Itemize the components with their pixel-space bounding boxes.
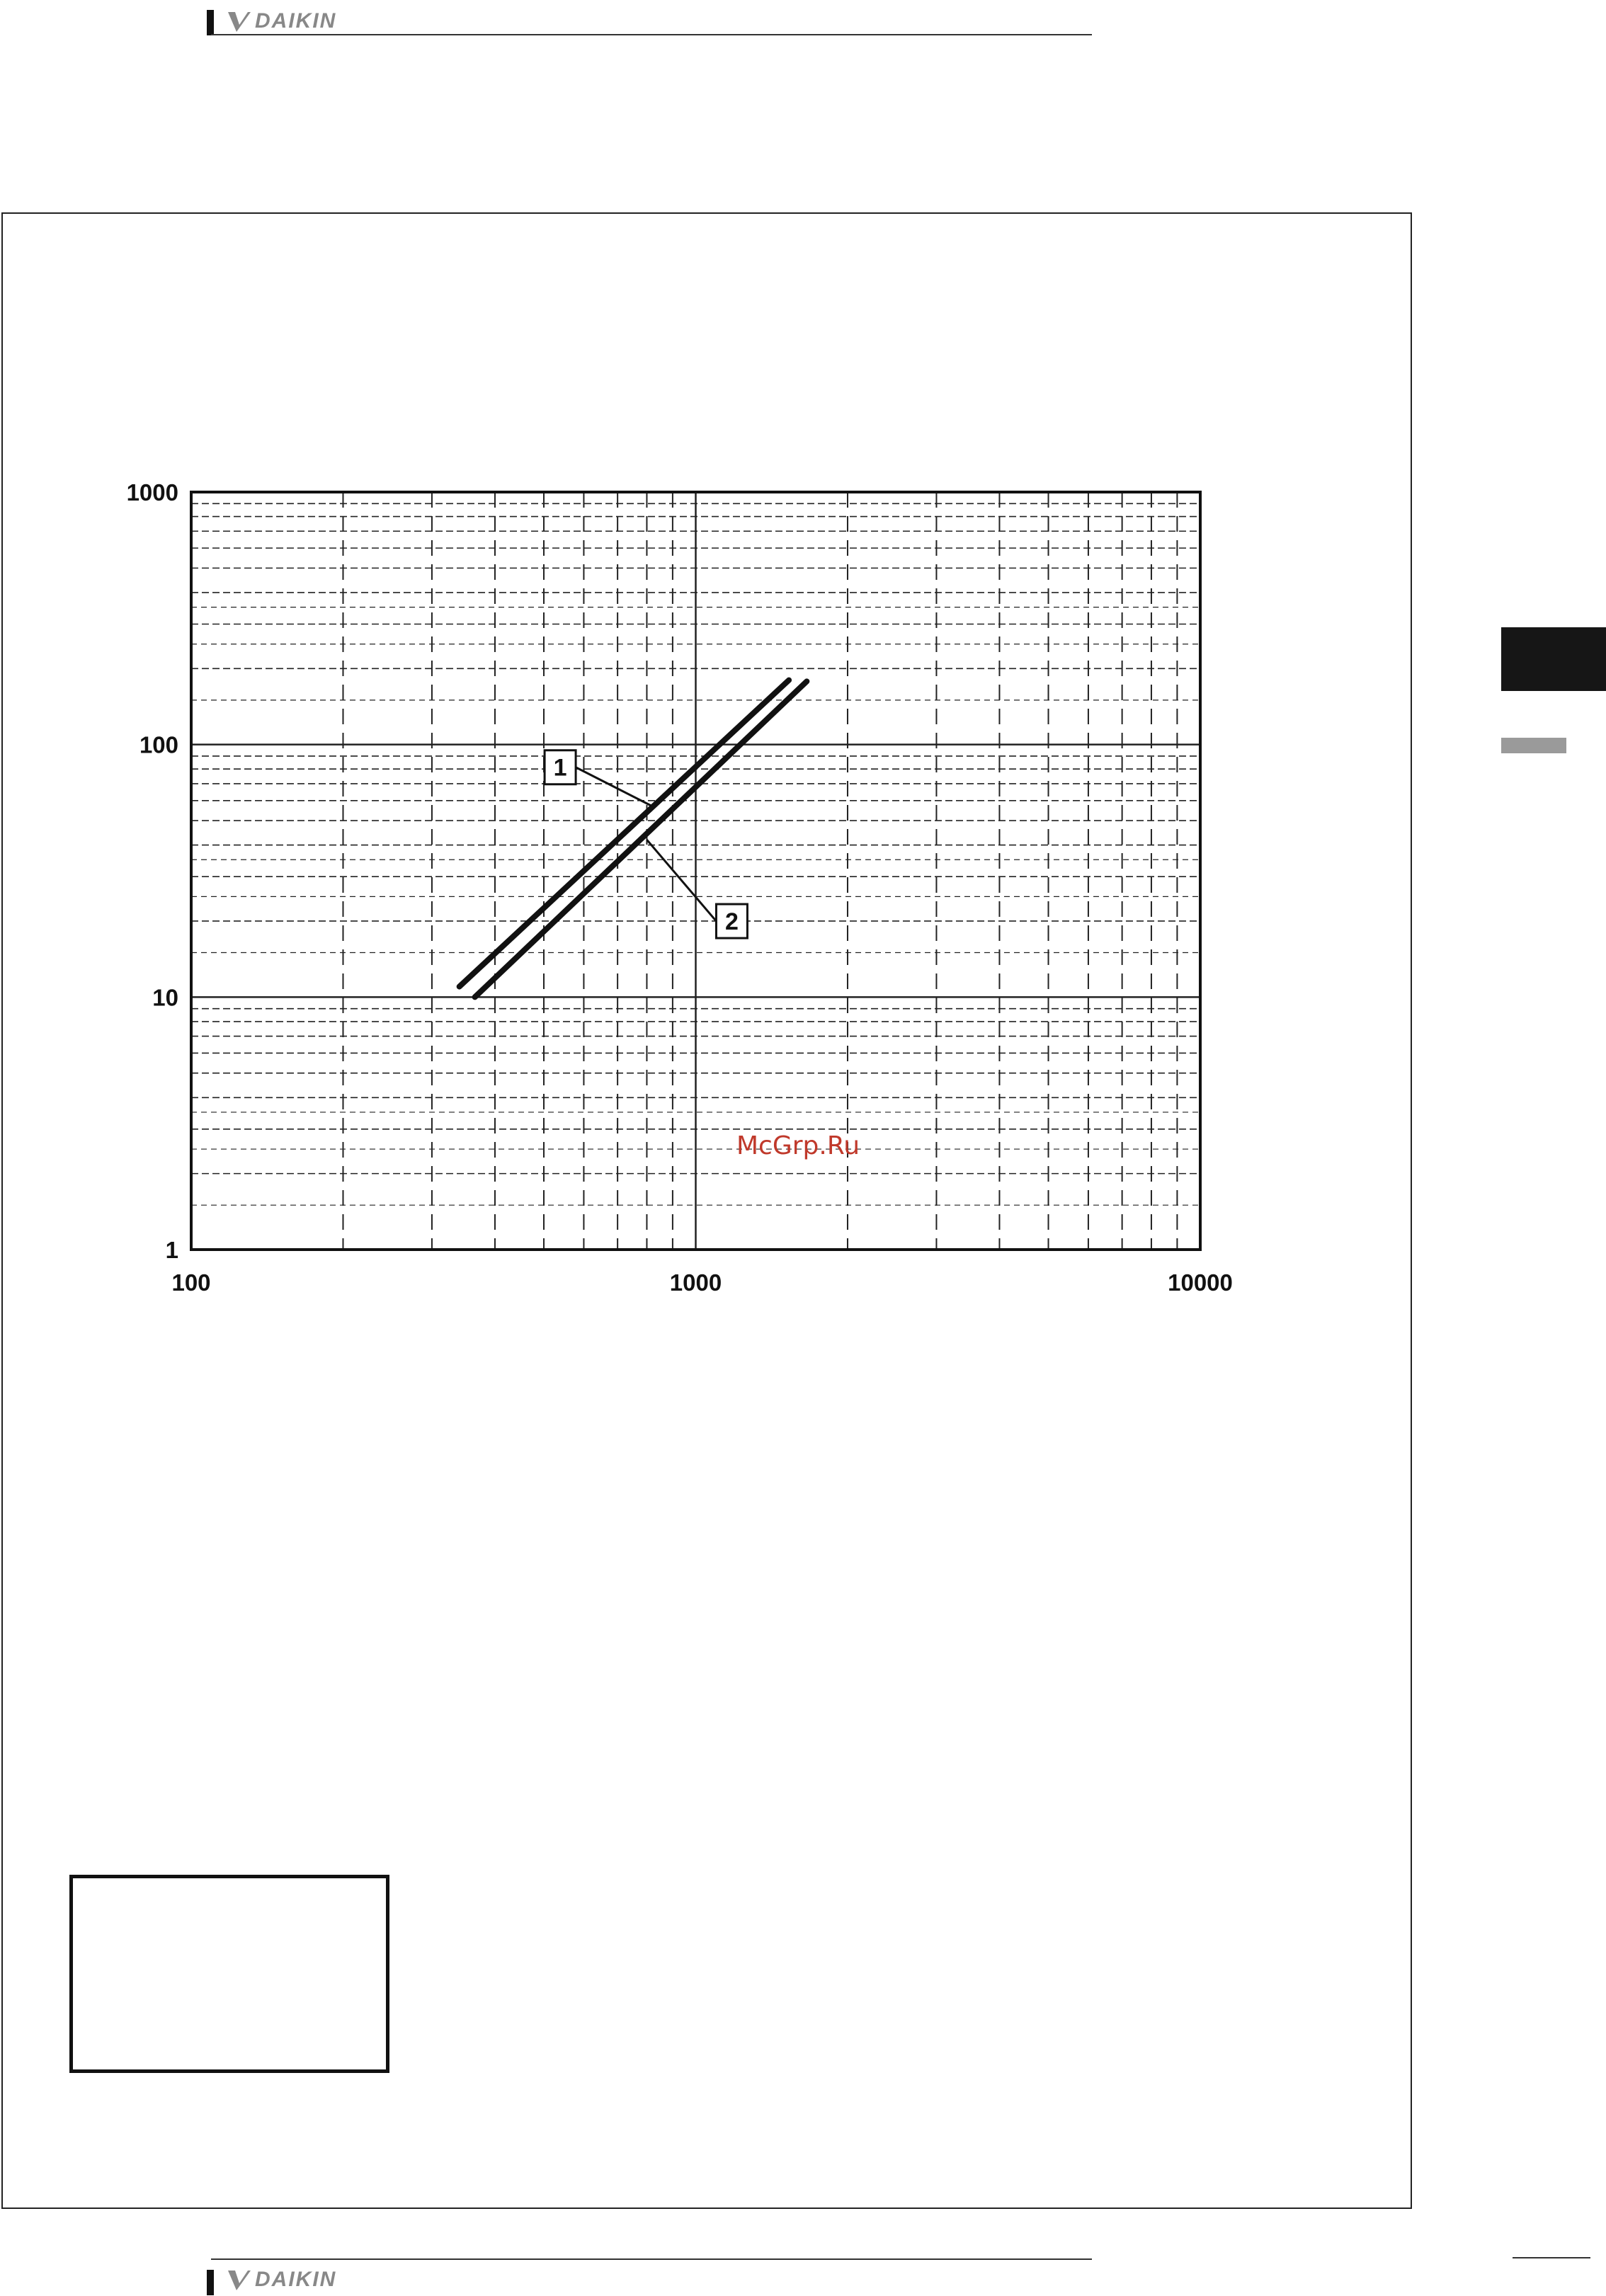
- log-log-chart: [85, 467, 1275, 1331]
- watermark: McGrp.Ru: [736, 1131, 860, 1160]
- footer-logo-bar: [207, 2270, 214, 2295]
- note-box: [69, 1875, 389, 2073]
- y-tick-label: 1000: [126, 479, 178, 506]
- y-tick-label: 10: [152, 984, 178, 1011]
- header-rule: [211, 34, 1092, 35]
- footer-daikin-logo: [227, 2266, 336, 2294]
- section-tab: [1501, 738, 1566, 753]
- x-tick-label: 1000: [669, 1269, 722, 1296]
- y-tick-label: 100: [139, 731, 178, 758]
- header-brand-text: DAIKIN: [255, 9, 337, 33]
- y-tick-label: 1: [165, 1237, 178, 1263]
- callout-label-2: 2: [724, 908, 739, 936]
- daikin-logo-icon: [227, 9, 252, 33]
- page-header: [207, 3, 1092, 40]
- chapter-tab: [1501, 627, 1606, 691]
- page-footer: [207, 2257, 1092, 2294]
- daikin-logo-icon: [227, 2268, 252, 2292]
- x-tick-label: 10000: [1168, 1269, 1233, 1296]
- footer-rule: [211, 2258, 1092, 2260]
- x-tick-label: 100: [171, 1269, 211, 1296]
- chart-background: [85, 467, 1275, 1331]
- page-number-rule: [1513, 2257, 1590, 2258]
- header-logo-bar: [207, 10, 214, 35]
- footer-brand-text: DAIKIN: [255, 2268, 337, 2291]
- callout-label-1: 1: [553, 754, 567, 782]
- header-daikin-logo: [227, 7, 336, 35]
